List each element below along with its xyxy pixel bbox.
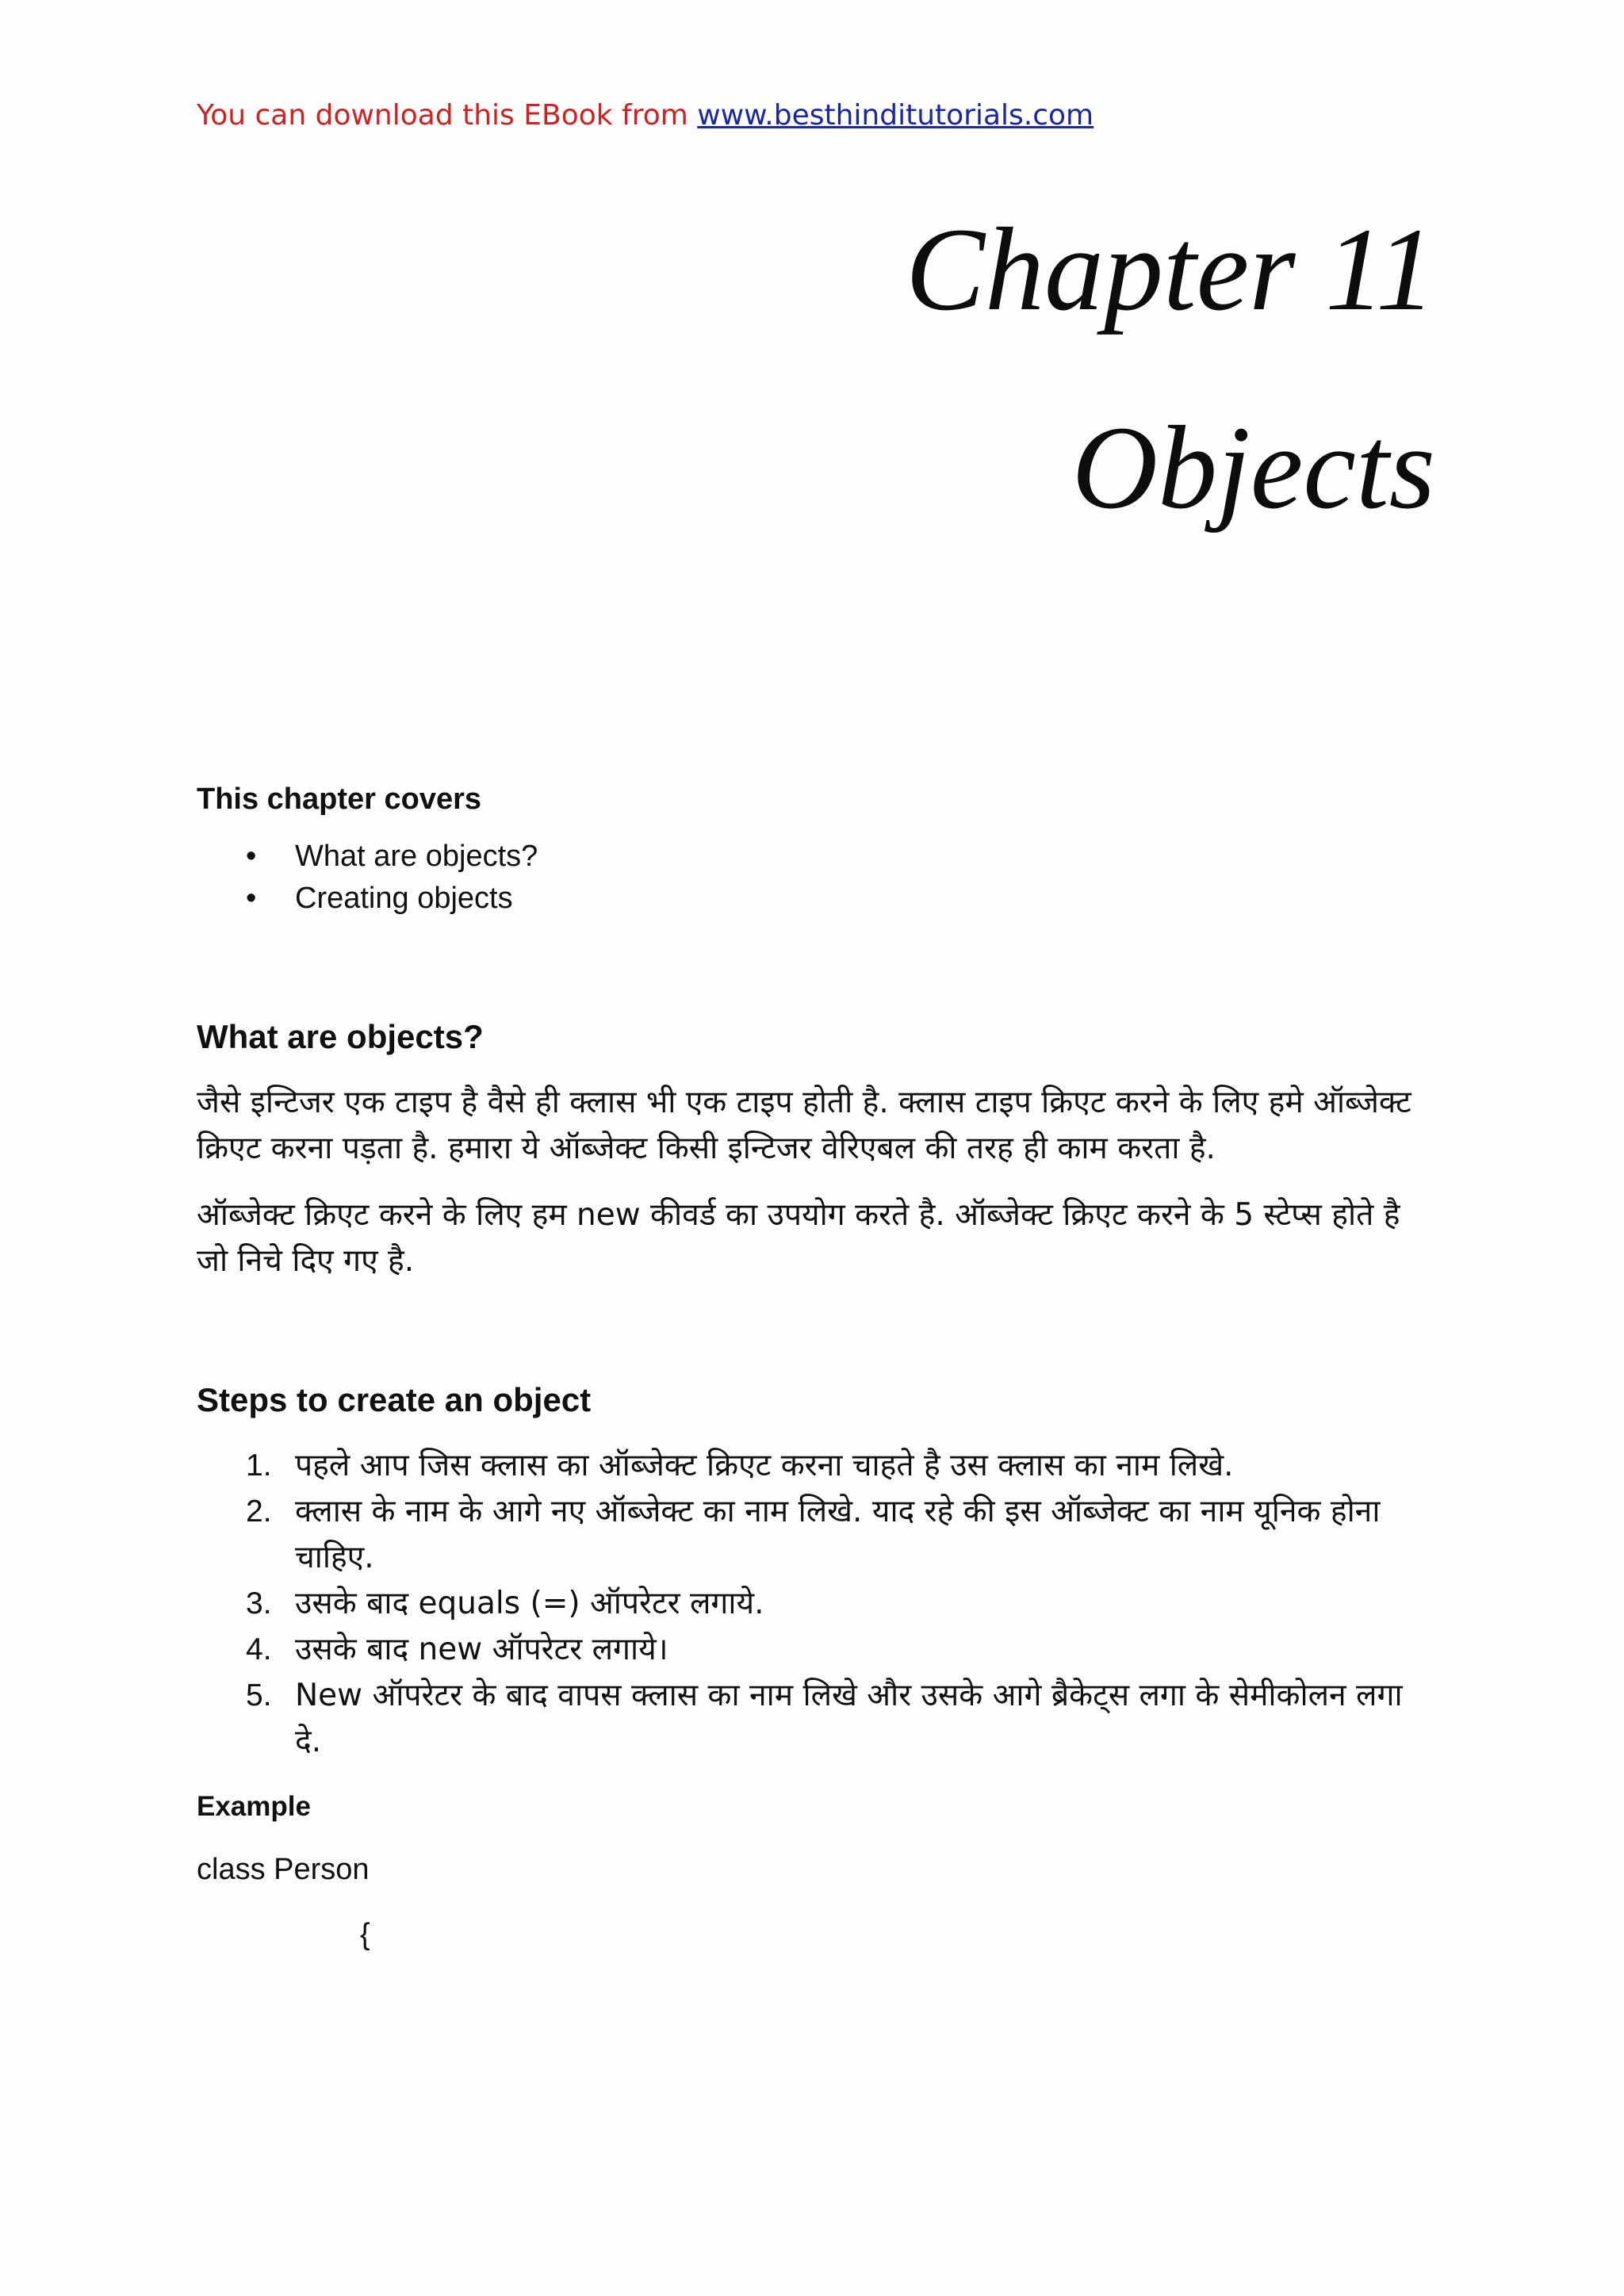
covers-list (197, 836, 1434, 920)
section-spacer (197, 1305, 1434, 1376)
paragraph: जैसे इन्टिजर एक टाइप है वैसे ही क्लास भी एक टाइप होती है. क्लास टाइप क्रिएट करने के लिए हमे ऑब्जेक्ट क्रिएट करना पड़ता है. हमारा ये ऑब्जेक्ट किसी इन्टिजर वेरिएबल की तरह ही काम करता है. (197, 1085, 1411, 1166)
example-label: Example (197, 1791, 311, 1822)
step-item (197, 1489, 1434, 1581)
bullet-icon: • (246, 840, 257, 873)
step-item (197, 1581, 1434, 1627)
step-item (197, 1627, 1434, 1673)
step-text: New ऑपरेटर के बाद वापस क्लास का नाम लिखे और उसके आगे ब्रैकेट्स लगा के सेमीकोलन लगा दे. (295, 1678, 1403, 1759)
chapter-content (197, 777, 1434, 1957)
covers-list-item (197, 836, 1434, 878)
steps-list (197, 1443, 1434, 1765)
step-text: क्लास के नाम के आगे नए ऑब्जेक्ट का नाम लिखे. याद रहे की इस ऑब्जेक्ट का नाम यूनिक होना चाहिए. (295, 1494, 1381, 1575)
section-heading-steps: Steps to create an object (197, 1381, 592, 1418)
step-number: 4. (246, 1632, 272, 1667)
step-number: 1. (246, 1448, 272, 1483)
step-item (197, 1673, 1434, 1765)
download-notice (197, 94, 1094, 138)
step-item (197, 1443, 1434, 1489)
step-text: उसके बाद new ऑपरेटर लगाये। (295, 1632, 668, 1667)
step-number: 3. (246, 1586, 272, 1621)
download-notice-text: You can download this EBook from (197, 99, 698, 132)
code-brace: { (360, 1918, 370, 1951)
chapter-number-title: Chapter 11 (905, 204, 1435, 335)
covers-heading: This chapter covers (197, 783, 482, 816)
step-text: पहले आप जिस क्लास का ऑब्जेक्ट क्रिएट करना चाहते है उस क्लास का नाम लिखे. (295, 1448, 1234, 1483)
code-line: class Person (197, 1853, 370, 1886)
step-number: 5. (246, 1678, 272, 1712)
chapter-name-title: Objects (1071, 402, 1435, 534)
website-link[interactable]: www.besthinditutorials.com (697, 99, 1094, 132)
step-text: उसके बाद equals (=) ऑपरेटर लगाये. (295, 1586, 764, 1621)
covers-item-text: Creating objects (295, 882, 513, 915)
bullet-icon: • (246, 882, 257, 915)
step-number: 2. (246, 1494, 272, 1529)
covers-item-text: What are objects? (295, 840, 538, 873)
section-heading-what-are-objects: What are objects? (197, 1018, 484, 1055)
paragraph: ऑब्जेक्ट क्रिएट करने के लिए हम new कीवर्ड का उपयोग करते है. ऑब्जेक्ट क्रिएट करने के 5 स्टेप्स होते है जो निचे दिए गए है. (197, 1197, 1400, 1279)
covers-list-item (197, 878, 1434, 920)
